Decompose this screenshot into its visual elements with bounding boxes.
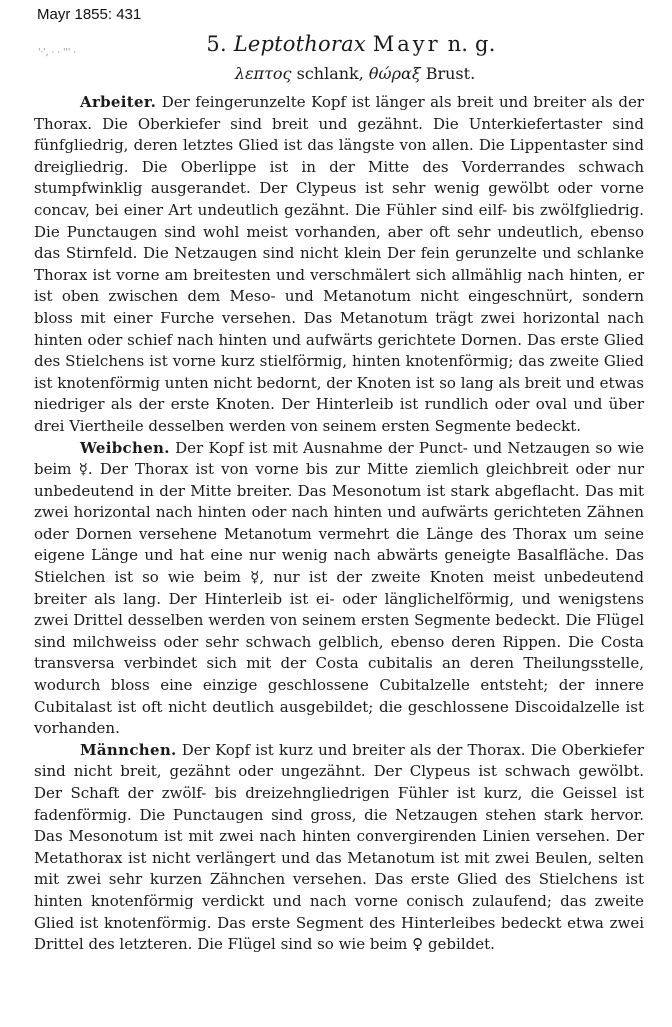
female-lead: Weibchen. [80, 438, 170, 457]
margin-marks: '·', · · ''' · [38, 48, 77, 58]
female-symbol-icon: ♀ [412, 935, 424, 954]
female-text-3: , nur ist der zweite Knoten meist unbedeutend breiter als lang. Der Hinterleib ist ei- oder länglichelförmig, und wenigstens zwei Drittel desselben werden von seinem ersten Segmente bedeckt. Die Flügel sind milchweiss oder sehr schwach gelblich, ebenso deren Rippen. Die Costa transversa verbindet sich mit der Costa cubitalis an deren Theilungsstelle, wodurch bloss eine einzige geschlossene Cubitalzelle entsteht; der innere Cubitalast ist oft nicht deutlich ausgebildet; die geschlossene Discoidalzelle ist vorhanden. [34, 568, 644, 738]
male-text-1: Der Kopf ist kurz und breiter als der Thorax. Die Oberkiefer sind nicht breit, gezähnt oder ungezähnt. Der Clypeus ist schwach gewölbt. Der Schaft der zwölf- bis dreizehngliedrigen Fühler ist kurz, die Geissel ist fadenförmig. Die Punctaugen sind gross, die Netzaugen stehen stark hervor. Das Mesonotum ist mit zwei nach hinten convergirenden Linien versehen. Der Metathorax ist nicht verlängert und das Metanotum ist mit zwei Beulen, selten mit zwei sehr kurzen Zähnchen versehen. Das erste Glied des Stielchens ist hinten knotenförmig verdickt und nach vorne conisch zulaufend; das zweite Glied ist knotenförmig. Das erste Segment des Hinterleibes bedeckt etwa zwei Drittel des letzteren. Die Flügel sind so wie beim [34, 740, 644, 954]
etymology-line [0, 64, 672, 83]
description-body [34, 92, 644, 956]
etymology-gloss-2: Brust. [425, 64, 476, 83]
worker-paragraph [34, 92, 644, 438]
male-lead: Männchen. [80, 740, 177, 759]
female-text-2: . Der Thorax ist von vorne bis zur Mitte ziemlich gleichbreit oder nur unbedeutend in der Mitte breiter. Das Mesonotum ist stark abgeflacht. Das mit zwei horizontal nach hinten oder nach hinten und aufwärts gerichteten Zähnen oder Dornen versehene Metanotum vermehrt die Länge des Thorax um seine eigene Länge und hat eine nur wenig nach abwärts geneigte Basalfläche. Das Stielchen ist so wie beim [34, 460, 644, 587]
worker-lead: Arbeiter. [80, 93, 157, 111]
worker-symbol-icon: ☿ [78, 460, 88, 479]
genus-name: Leptothorax [233, 32, 366, 56]
etymology-greek-2: θώραξ [368, 64, 421, 83]
source-label: Mayr 1855: 431 [37, 6, 142, 23]
male-text-2: gebildet. [427, 935, 495, 954]
worker-symbol-icon: ☿ [250, 568, 260, 587]
genus-number: 5. [206, 32, 227, 56]
etymology-gloss-1: schlank, [296, 64, 364, 83]
genus-status: n. g. [447, 32, 496, 56]
genus-heading [0, 32, 672, 56]
worker-text: Der feingerunzelte Kopf ist länger als breit und breiter als der Thorax. Die Oberkiefer sind breit und gezähnt. Die Unterkiefertaster sind fünfgliedrig, deren letztes Glied ist das längste von allen. Die Lippentaster sind dreigliedrig. Die Oberlippe ist in der Mitte des Vorderrandes schwach stumpfwinklig ausgerandet. Der Clypeus ist sehr wenig gewölbt oder vorne concav, bei einer Art undeutlich gezähnt. Die Fühler sind eilf- bis zwölfgliedrig. Die Punctaugen sind wohl meist vorhanden, aber oft sehr undeutlich, ebenso das Stirnfeld. Die Netzaugen sind nicht klein Der fein gerunzelte und schlanke Thorax ist vorne am breitesten und verschmälert sich allmählig nach hinten, er ist oben zwischen dem Meso- und Metanotum nicht eingeschnürt, sondern bloss mit einer Furche versehen. Das Metanotum trägt zwei horizontal nach hinten oder schief nach hinten und aufwärts gerichtete Dornen. Das erste Glied des Stielchens ist vorne kurz stielförmig, hinten knotenförmig; das zweite Glied ist knotenförmig unten nicht bedornt, der Knoten ist so lang als breit und etwas niedriger als der erste Knoten. Der Hinterleib ist rundlich oder oval und über drei Viertheile desselben werden von seinem ersten Segmente bedeckt. [34, 93, 644, 435]
female-paragraph [34, 438, 644, 740]
female-text-1: Der Kopf ist mit Ausnahme der Punct- und Netzaugen so wie beim [34, 438, 644, 479]
etymology-greek-1: λεπτος [234, 64, 292, 83]
male-paragraph [34, 740, 644, 956]
genus-author: Mayr [372, 32, 441, 56]
